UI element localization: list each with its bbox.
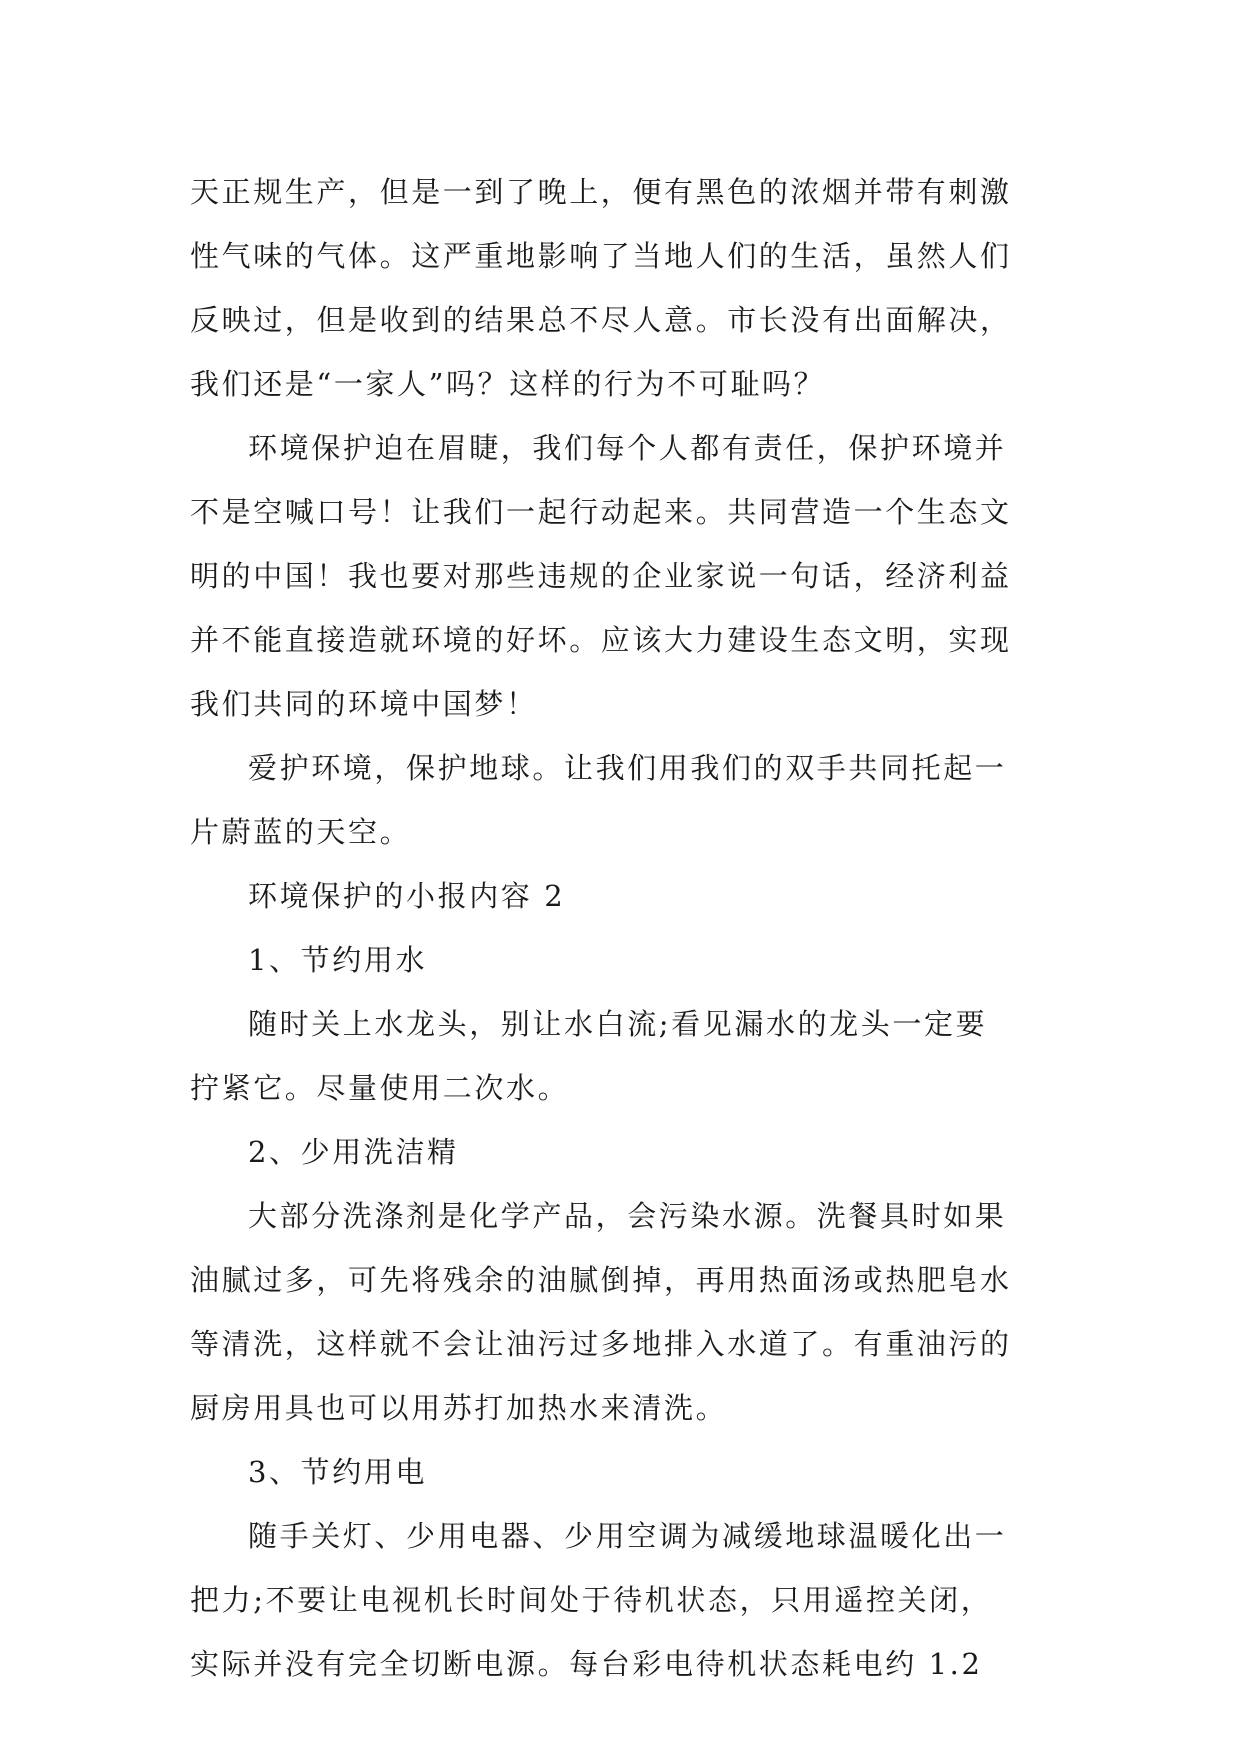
section-heading: 环境保护的小报内容 2	[248, 879, 566, 913]
text-line: 拧紧它。尽量使用二次水。	[190, 1071, 570, 1105]
text-line: 实际并没有完全切断电源。每台彩电待机状态耗电约 1.2	[190, 1647, 983, 1681]
paragraph-start-line: 大部分洗涤剂是化学产品，会污染水源。洗餐具时如果	[248, 1199, 1007, 1233]
text-line: 反映过，但是收到的结果总不尽人意。市长没有出面解决，	[190, 303, 1012, 337]
text-line: 我们还是“一家人”吗？这样的行为不可耻吗？	[190, 367, 826, 401]
text-line: 等清洗，这样就不会让油污过多地排入水道了。有重油污的	[190, 1327, 1012, 1361]
item-heading: 3、节约用电	[248, 1455, 428, 1489]
paragraph-start-line: 环境保护迫在眉睫，我们每个人都有责任，保护环境并	[248, 431, 1007, 465]
text-line: 天正规生产，但是一到了晚上，便有黑色的浓烟并带有刺激	[190, 175, 1012, 209]
text-line: 油腻过多，可先将残余的油腻倒掉，再用热面汤或热肥皂水	[190, 1263, 1012, 1297]
text-line: 我们共同的环境中国梦！	[190, 687, 538, 721]
paragraph-start-line: 随手关灯、少用电器、少用空调为减缓地球温暖化出一	[248, 1519, 1007, 1553]
paragraph-start-line: 随时关上水龙头，别让水白流;看见漏水的龙头一定要	[248, 1007, 988, 1041]
item-heading: 1、节约用水	[248, 943, 428, 977]
text-line: 厨房用具也可以用苏打加热水来清洗。	[190, 1391, 728, 1425]
text-line: 片蔚蓝的天空。	[190, 815, 412, 849]
text-line: 把力;不要让电视机长时间处于待机状态，只用遥控关闭，	[190, 1583, 993, 1617]
text-line: 并不能直接造就环境的好坏。应该大力建设生态文明，实现	[190, 623, 1012, 657]
text-line: 不是空喊口号！让我们一起行动起来。共同营造一个生态文	[190, 495, 1012, 529]
text-line: 性气味的气体。这严重地影响了当地人们的生活，虽然人们	[190, 239, 1012, 273]
text-line: 明的中国！我也要对那些违规的企业家说一句话，经济利益	[190, 559, 1012, 593]
paragraph-start-line: 爱护环境，保护地球。让我们用我们的双手共同托起一	[248, 751, 1007, 785]
document-body	[190, 160, 1060, 1696]
item-heading: 2、少用洗洁精	[248, 1135, 459, 1169]
